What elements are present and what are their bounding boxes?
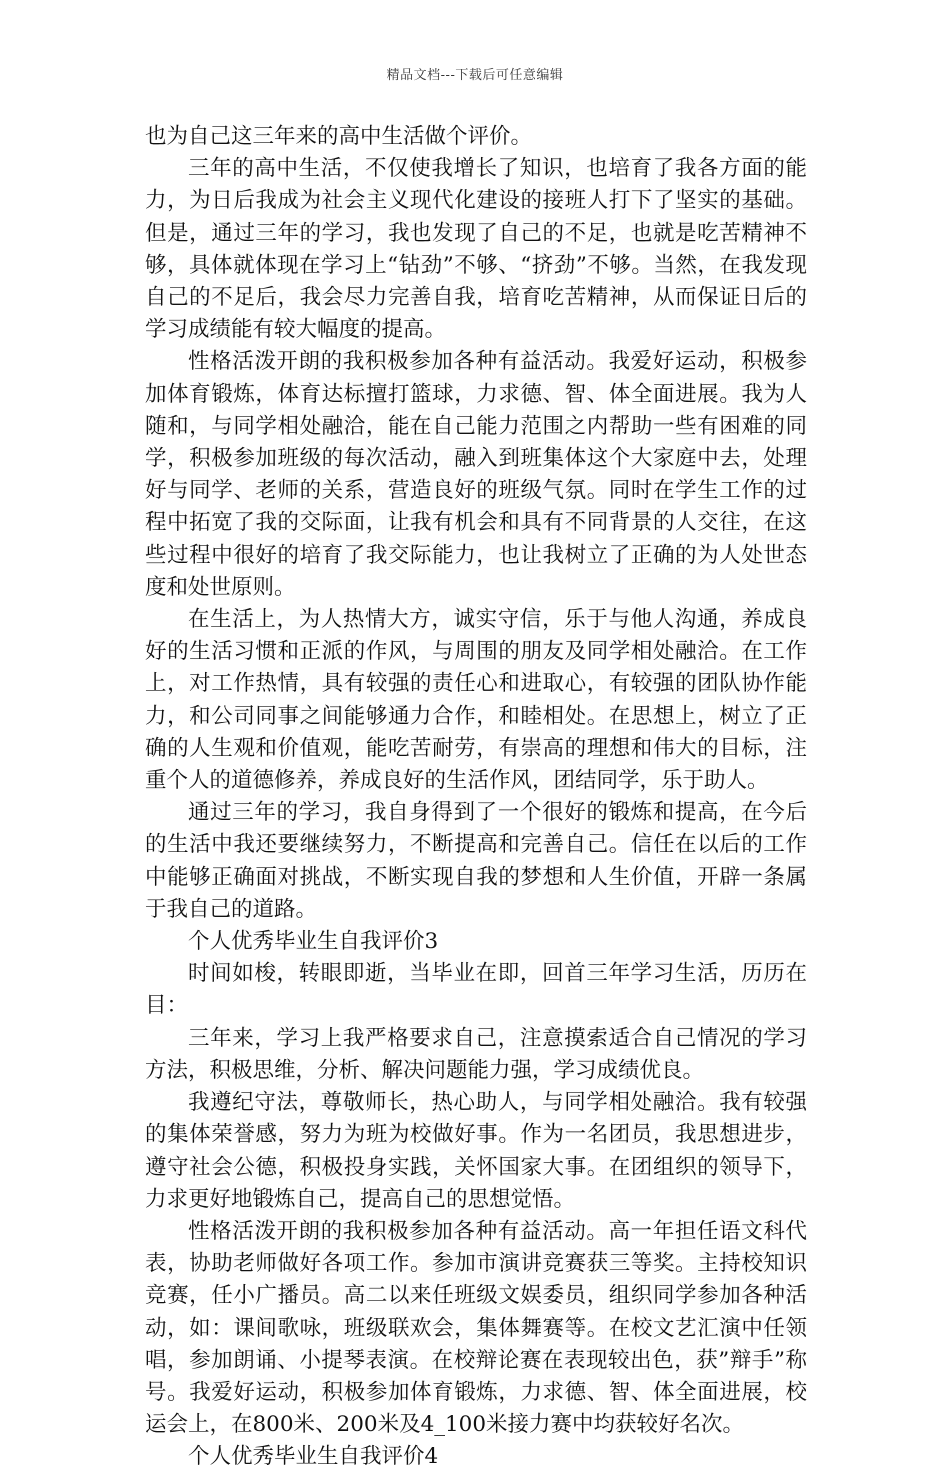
paragraph: 性格活泼开朗的我积极参加各种有益活动。我爱好运动，积极参加体育锻炼，体育达标擅打篮球，力求德、智、体全面进展。我为人随和，与同学相处融洽，能在自己能力范围之内帮助一些有困难的同学，积极参加班级的每次活动，融入到班集体这个大家庭中去，处理好与同学、老师的关系，营造良好的班级气氛。同时在学生工作的过程中拓宽了我的交际面，让我有机会和具有不同背景的人交往，在这些过程中很好的培育了我交际能力，也让我树立了正确的为人处世态度和处世原则。 bbox=[145, 349, 807, 600]
page-header: 精品文档---下载后可任意编辑 bbox=[386, 68, 564, 83]
paragraph: 三年来，学习上我严格要求自己，注意摸索适合自己情况的学习方法，积极思维，分析、解决问题能力强，学习成绩优良。 bbox=[145, 1025, 807, 1083]
section-heading: 个人优秀毕业生自我评价4 bbox=[188, 1444, 439, 1470]
paragraph: 时间如梭，转眼即逝，当毕业在即，回首三年学习生活，历历在目： bbox=[145, 961, 807, 1019]
paragraph: 性格活泼开朗的我积极参加各种有益活动。高一年担任语文科代表，协助老师做好各项工作。参加市演讲竞赛获三等奖。主持校知识竞赛，任小广播员。高二以来任班级文娱委员，组织同学参加各种活动，如：课间歌咏，班级联欢会，集体舞赛等。在校文艺汇演中任领唱，参加朗诵、小提琴表演。在校辩论赛在表现较出色，获”辩手”称号。我爱好运动，积极参加体育锻炼，力求德、智、体全面进展，校运会上，在800米、200米及4_100米接力赛中均获较好名次。 bbox=[145, 1218, 807, 1438]
document-body bbox=[145, 121, 807, 1474]
paragraph: 我遵纪守法，尊敬师长，热心助人，与同学相处融洽。我有较强的集体荣誉感，努力为班为校做好事。作为一名团员，我思想进步，遵守社会公德，积极投身实践，关怀国家大事。在团组织的领导下，力求更好地锻炼自己，提高自己的思想觉悟。 bbox=[145, 1090, 807, 1212]
section-heading: 个人优秀毕业生自我评价3 bbox=[188, 929, 439, 955]
paragraph-continuation: 也为自己这三年来的高中生活做个评价。 bbox=[145, 124, 533, 149]
paragraph: 在生活上，为人热情大方，诚实守信，乐于与他人沟通，养成良好的生活习惯和正派的作风，与周围的朋友及同学相处融洽。在工作上，对工作热情，具有较强的责任心和进取心，有较强的团队协作能力，和公司同事之间能够通力合作，和睦相处。在思想上，树立了正确的人生观和价值观，能吃苦耐劳，有崇高的理想和伟大的目标，注重个人的道德修养，养成良好的生活作风，团结同学，乐于助人。 bbox=[145, 607, 807, 794]
paragraph: 通过三年的学习，我自身得到了一个很好的锻炼和提高，在今后的生活中我还要继续努力，不断提高和完善自己。信任在以后的工作中能够正确面对挑战，不断实现自我的梦想和人生价值，开辟一条属于我自己的道路。 bbox=[145, 800, 807, 922]
paragraph: 三年的高中生活，不仅使我增长了知识，也培育了我各方面的能力，为日后我成为社会主义现代化建设的接班人打下了坚实的基础。但是，通过三年的学习，我也发现了自己的不足，也就是吃苦精神不够，具体就体现在学习上“钻劲”不够、“挤劲”不够。当然，在我发现自己的不足后，我会尽力完善自我，培育吃苦精神，从而保证日后的学习成绩能有较大幅度的提高。 bbox=[145, 156, 807, 343]
